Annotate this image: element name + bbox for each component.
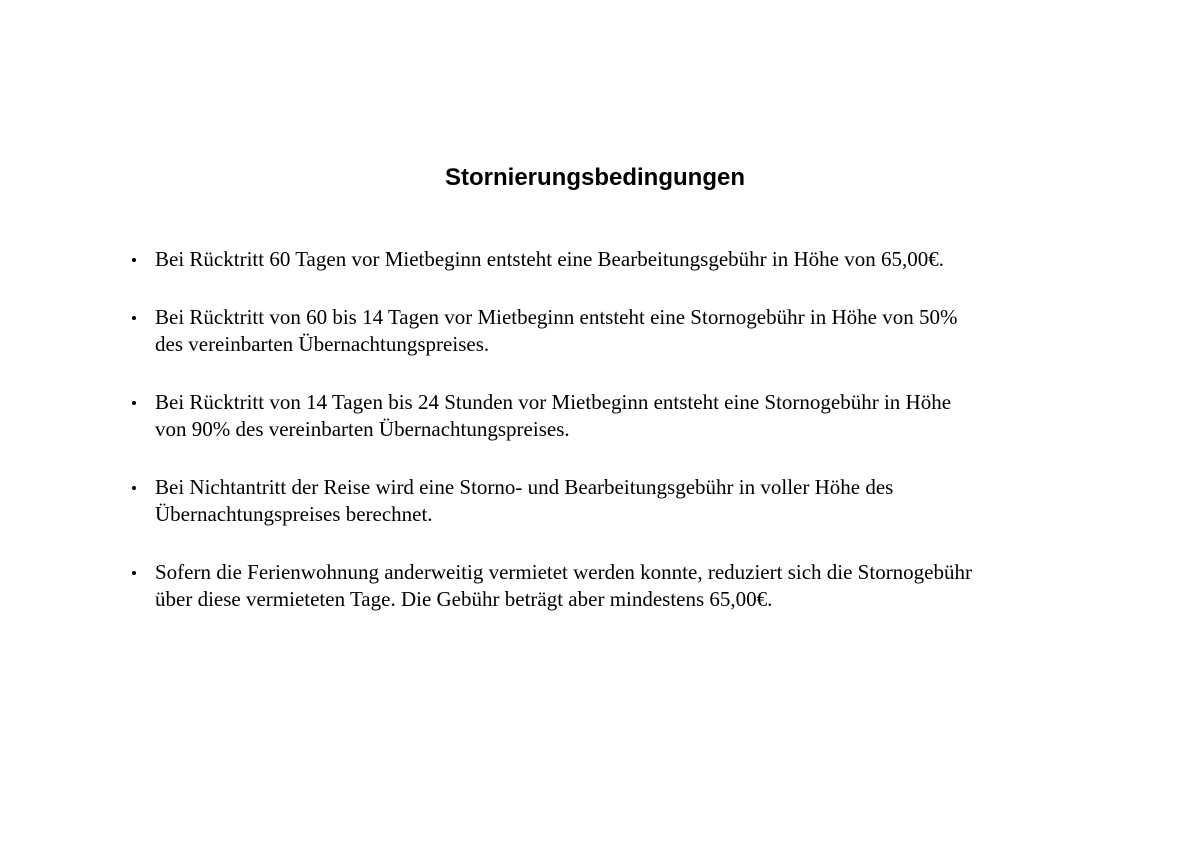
- bullet-line: von 90% des vereinbarten Übernachtungspreises.: [155, 417, 570, 441]
- list-item: [155, 304, 1115, 358]
- list-item: [155, 559, 1115, 613]
- list-item: [155, 389, 1115, 443]
- bullet-dot: [132, 401, 136, 405]
- bullet-line: Sofern die Ferienwohnung anderweitig vermietet werden konnte, reduziert sich die Stornogebühr: [155, 560, 973, 584]
- bullet-dot: [132, 571, 136, 575]
- list-item: [155, 474, 1115, 528]
- list-item: [155, 246, 1115, 273]
- bullet-line: Bei Rücktritt 60 Tagen vor Mietbeginn entsteht eine Bearbeitungsgebühr in Höhe von 65,00€.: [155, 247, 944, 271]
- bullet-dot: [132, 258, 136, 262]
- bullet-line: Bei Rücktritt von 60 bis 14 Tagen vor Mietbeginn entsteht eine Stornogebühr in Höhe von 50%: [155, 305, 958, 329]
- bullet-dot: [132, 316, 136, 320]
- page-title: Stornierungsbedingungen: [445, 164, 745, 191]
- bullet-line: Bei Nichtantritt der Reise wird eine Storno- und Bearbeitungsgebühr in voller Höhe des: [155, 475, 894, 499]
- cancellation-terms-list: [155, 246, 1115, 644]
- bullet-line: über diese vermieteten Tage. Die Gebühr beträgt aber mindestens 65,00€.: [155, 587, 773, 611]
- bullet-dot: [132, 486, 136, 490]
- bullet-line: Bei Rücktritt von 14 Tagen bis 24 Stunden vor Mietbeginn entsteht eine Stornogebühr in Höhe: [155, 390, 952, 414]
- bullet-line: Übernachtungspreises berechnet.: [155, 502, 433, 526]
- bullet-line: des vereinbarten Übernachtungspreises.: [155, 332, 490, 356]
